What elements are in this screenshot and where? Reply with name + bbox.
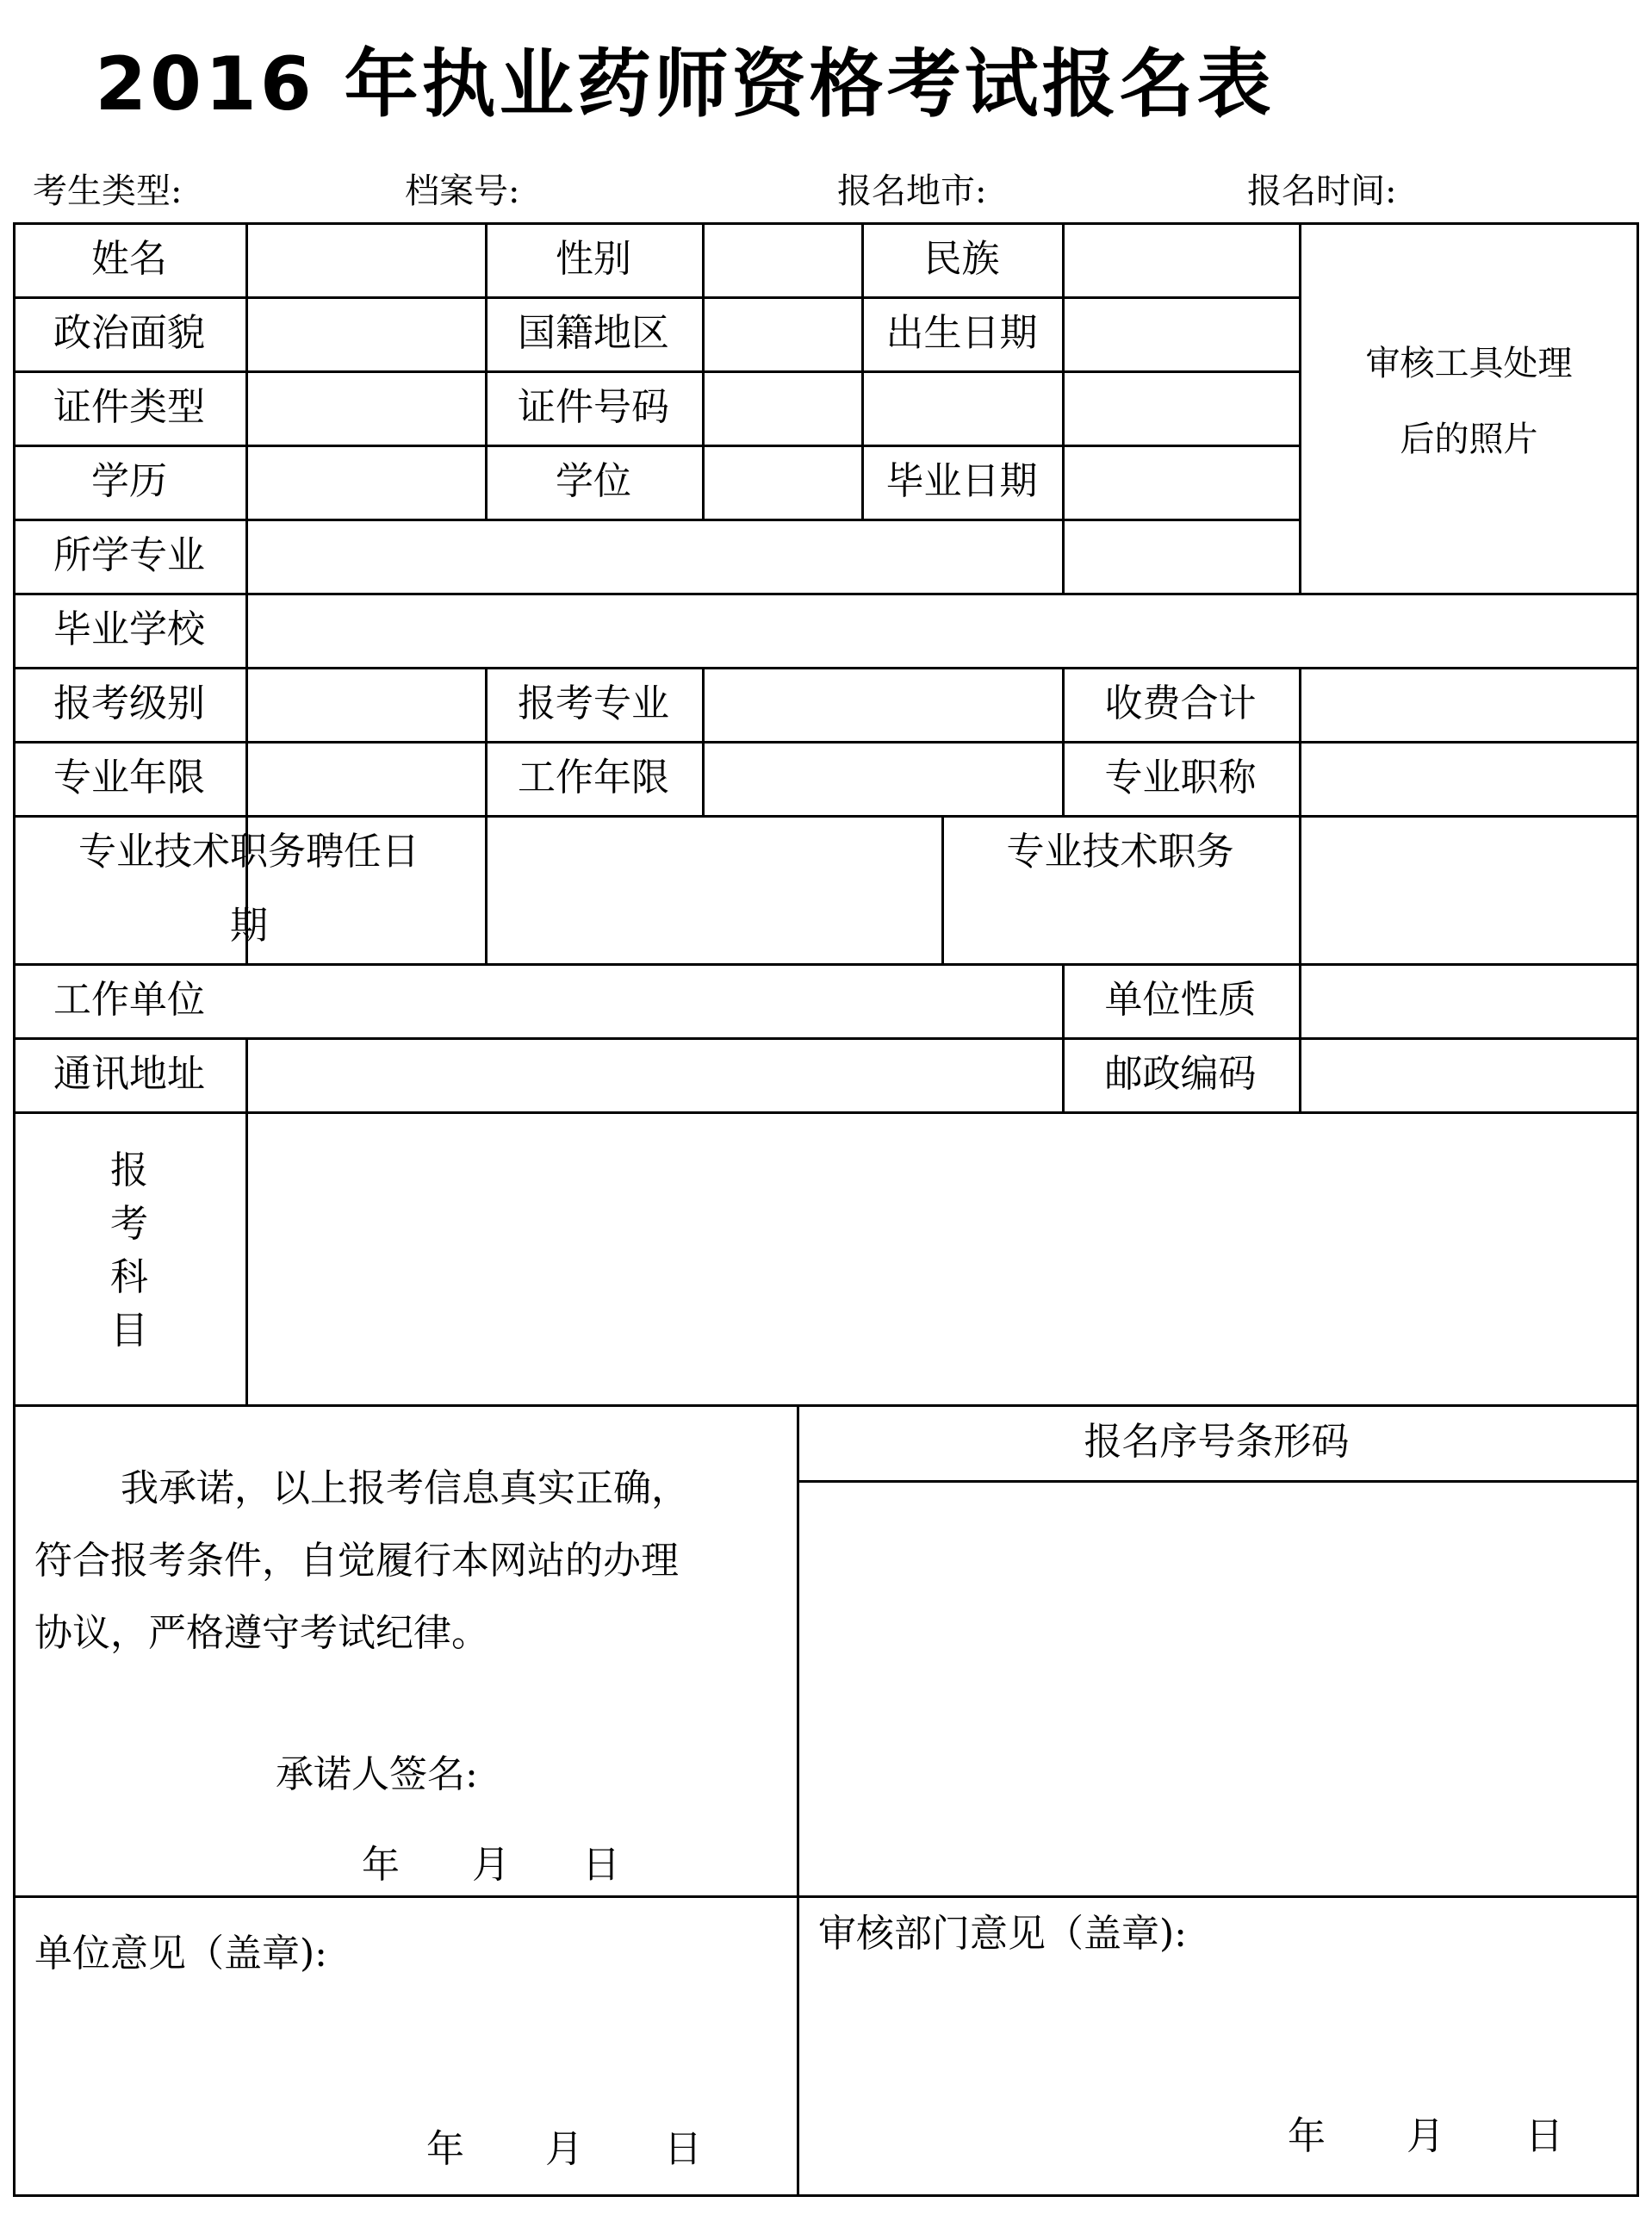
- graduation-date-label: 毕业日期: [885, 459, 1038, 503]
- grid-line: [797, 1480, 1639, 1483]
- grid-line: [13, 1037, 1639, 1040]
- id-type-label: 证件类型: [53, 385, 205, 429]
- candidate-type-label: 考生类型:: [33, 171, 183, 211]
- employer-type-label: 单位性质: [1104, 978, 1257, 1022]
- postcode-label: 邮政编码: [1104, 1052, 1257, 1096]
- school-label: 毕业学校: [53, 607, 205, 651]
- id-number-label: 证件号码: [518, 385, 669, 429]
- grid-line: [1299, 963, 1301, 1111]
- pledge-date: [362, 1833, 620, 1888]
- work-years-label: 工作年限: [518, 756, 669, 800]
- unit-opinion-date: [426, 2118, 702, 2173]
- photo-placeholder: [1301, 326, 1636, 477]
- subjects-char: 报: [110, 1148, 148, 1192]
- registration-form-table: [13, 222, 1639, 2197]
- grid-line: [1636, 222, 1639, 2197]
- unit-opinion-label: 单位意见（盖章):: [34, 1932, 327, 1975]
- major-label: 所学专业: [53, 533, 205, 577]
- subjects-char: 考: [110, 1202, 148, 1246]
- pledge-line2: 符合报考条件，自觉履行本网站的办理: [34, 1539, 679, 1583]
- registration-time-label: 报名时间:: [1247, 171, 1397, 211]
- grid-line: [13, 2194, 1639, 2197]
- subjects-char: 科: [110, 1255, 148, 1299]
- month-label: 月: [1407, 2114, 1444, 2158]
- gender-label: 性别: [556, 237, 631, 281]
- technical-post-label: 专业技术职务: [1006, 830, 1234, 874]
- degree-label: 学位: [556, 459, 631, 503]
- year-label: 年: [1288, 2114, 1326, 2158]
- grid-line: [1062, 222, 1065, 593]
- grid-line: [13, 963, 1639, 966]
- political-status-label: 政治面貌: [53, 311, 205, 355]
- day-label: 日: [1525, 2114, 1563, 2158]
- major-years-label: 专业年限: [53, 756, 205, 800]
- appointment-date-label-line1: 专业技术职务聘任日: [78, 830, 419, 874]
- month-label: 月: [545, 2127, 583, 2171]
- fee-total-label: 收费合计: [1104, 681, 1257, 725]
- exam-subjects-label: [103, 1144, 155, 1358]
- grid-line: [702, 667, 705, 815]
- month-label: 月: [472, 1843, 510, 1887]
- registration-city-label: 报名地市:: [837, 171, 987, 211]
- grid-line: [485, 815, 488, 963]
- exam-major-label: 报考专业: [518, 681, 669, 725]
- review-opinion-date: [1288, 2105, 1563, 2160]
- grid-line: [1299, 667, 1301, 963]
- pledge-line1: 我承诺，以上报考信息真实正确，: [121, 1466, 689, 1510]
- review-opinion-label: 审核部门意见（盖章):: [818, 1912, 1187, 1956]
- address-label: 通讯地址: [53, 1052, 205, 1096]
- file-number-label: 档案号:: [405, 171, 520, 211]
- day-label: 日: [664, 2127, 702, 2171]
- photo-text-line1: 审核工具处理: [1365, 344, 1573, 383]
- day-label: 日: [582, 1843, 620, 1887]
- education-label: 学历: [91, 459, 167, 503]
- nationality-label: 国籍地区: [518, 311, 669, 355]
- grid-line: [13, 593, 1639, 595]
- grid-line: [797, 1404, 799, 2197]
- appointment-date-label-line2: 期: [230, 904, 268, 948]
- year-label: 年: [426, 2127, 464, 2171]
- grid-line: [245, 1037, 248, 1404]
- grid-line: [702, 222, 705, 519]
- barcode-label: 报名序号条形码: [1084, 1420, 1350, 1464]
- grid-line: [13, 1111, 1639, 1114]
- employer-label: 工作单位: [53, 978, 205, 1022]
- signer-label: 承诺人签名:: [276, 1752, 478, 1796]
- exam-level-label: 报考级别: [53, 681, 205, 725]
- year-label: 年: [362, 1843, 400, 1887]
- name-label: 姓名: [91, 237, 167, 281]
- birth-date-label: 出生日期: [885, 311, 1038, 355]
- form-title: 2016 年执业药师资格考试报名表: [95, 41, 1275, 128]
- ethnicity-label: 民族: [923, 237, 1000, 281]
- grid-line: [13, 222, 1639, 225]
- grid-line: [13, 667, 1639, 669]
- subjects-char: 目: [110, 1309, 148, 1353]
- grid-line: [861, 370, 864, 445]
- professional-title-label: 专业职称: [1104, 756, 1257, 800]
- grid-line: [13, 741, 1639, 744]
- pledge-line3: 协议，严格遵守考试纪律。: [34, 1611, 489, 1655]
- photo-text-line2: 后的照片: [1400, 420, 1538, 459]
